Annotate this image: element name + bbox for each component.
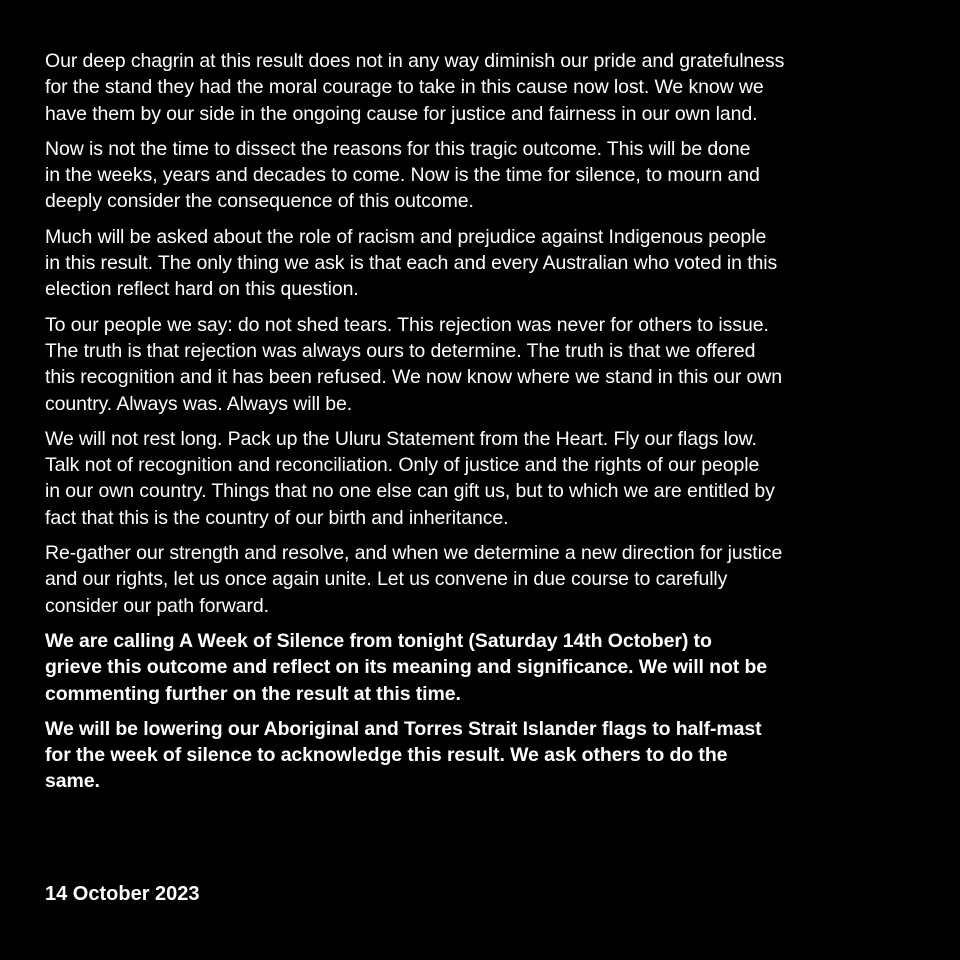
paragraph-to-our-people: To our people we say: do not shed tears. This rejection was never for others to issue. The truth is that rejection was always ours to determine. The truth is that we offered this recognition and it has been refused. We now know where we stand in this our own country. Always was. Always will be.	[45, 313, 782, 415]
paragraph-not-the-time: Now is not the time to dissect the reasons for this tragic outcome. This will be done in the weeks, years and decades to come. Now is the time for silence, to mourn and deeply consider the consequence of this outcome.	[45, 137, 760, 213]
paragraph-gratitude: Our deep chagrin at this result does not in any way diminish our pride and gratefulness for the stand they had the moral courage to take in this cause now lost. We know we have them by our side in the ongoing cause for justice and fairness in our own land.	[45, 50, 785, 125]
paragraph-regather-strength: Re-gather our strength and resolve, and when we determine a new direction for justice and our rights, let us once again unite. Let us convene in due course to carefully consider our path forward.	[45, 542, 783, 617]
paragraph-racism-question: Much will be asked about the role of racism and prejudice against Indigenous people in this result. The only thing we ask is that each and every Australian who voted in this election reflect hard on this question.	[45, 225, 778, 301]
statement-body	[45, 48, 925, 804]
paragraph-lowering-flags: We will be lowering our Aboriginal and Torres Strait Islander flags to half-mast for the week of silence to acknowledge this result. We ask others to do the same.	[45, 717, 762, 793]
paragraph-week-of-silence: We are calling A Week of Silence from tonight (Saturday 14th October) to grieve this outcome and reflect on its meaning and significance. We will not be commenting further on the result at this time.	[45, 629, 768, 705]
statement-date: 14 October 2023	[45, 883, 200, 905]
paragraph-not-rest-long: We will not rest long. Pack up the Uluru Statement from the Heart. Fly our flags low. Talk not of recognition and reconciliation. Only of justice and the rights of our people in our own country. Things that no one else can gift us, but to which we are entitled by fact that this is the country of our birth and inheritance.	[45, 427, 775, 529]
